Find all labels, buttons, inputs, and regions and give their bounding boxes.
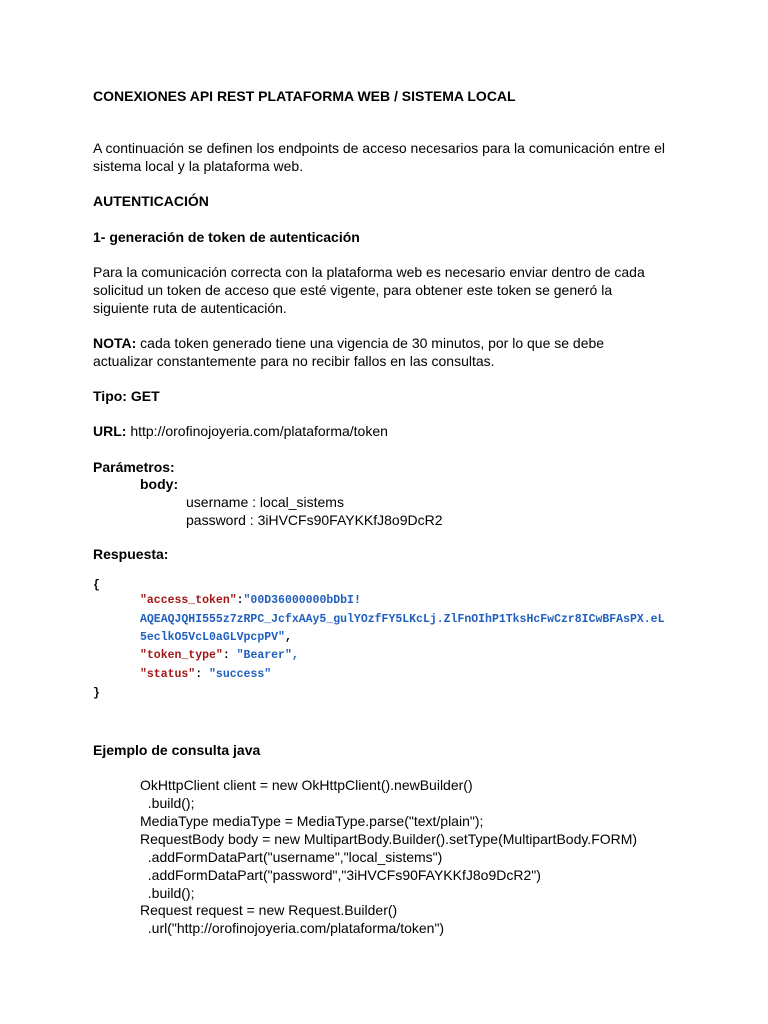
- json-open-brace: {: [93, 579, 100, 592]
- url-value: http://orofinojoyeria.com/plataforma/token: [126, 423, 388, 439]
- json-comma: ,: [284, 631, 292, 644]
- params-label: Parámetros:: [93, 459, 175, 475]
- document-title: CONEXIONES API REST PLATAFORMA WEB / SISTEMA LOCAL: [93, 88, 516, 104]
- username-line: username : local_sistems: [186, 494, 344, 510]
- json-access-line-1: [140, 592, 361, 610]
- json-access-value-part-3: 5eclkO5VcL0aGLVpcpPV": [140, 631, 285, 644]
- json-token-type-key: "token_type": [140, 649, 223, 662]
- nota-line-1: [93, 334, 604, 352]
- code-line: OkHttpClient client = new OkHttpClient().newBuilder(): [140, 777, 473, 793]
- json-token-type-line: [140, 647, 299, 665]
- json-access-key: "access_token": [140, 594, 237, 607]
- code-line: .url("http://orofinojoyeria.com/plataforma/token"): [140, 920, 445, 936]
- code-line: .build();: [140, 795, 195, 811]
- body-label: body:: [140, 476, 179, 492]
- json-status-value: "success": [209, 668, 272, 681]
- code-line: MediaType mediaType = MediaType.parse("text/plain");: [140, 813, 484, 829]
- json-token-type-value: "Bearer",: [236, 649, 299, 662]
- section-heading: AUTENTICACIÓN: [93, 193, 209, 209]
- json-colon: :: [236, 594, 244, 607]
- json-status-sep: :: [195, 668, 210, 681]
- subheading: 1- generación de token de autenticación: [93, 229, 360, 245]
- json-status-key: "status": [140, 668, 196, 681]
- json-access-line-2: [140, 611, 665, 629]
- nota-text: cada token generado tiene una vigencia de 30 minutos, por lo que se debe: [136, 335, 605, 351]
- json-status-line: [140, 666, 271, 684]
- code-line: .build();: [140, 885, 195, 901]
- code-line: .addFormDataPart("password","3iHVCFs90FAYKKfJ8o9DcR2"): [140, 867, 541, 883]
- respuesta-label: Respuesta:: [93, 546, 169, 562]
- para-line-2: solicitud un token de acceso que esté vigente, para obtener este token se generó la: [93, 282, 613, 298]
- nota-label: NOTA:: [93, 335, 137, 351]
- code-line: Request request = new Request.Builder(): [140, 902, 398, 918]
- json-access-value-part-2: AQEAQJQHI555z7zRPC_JcfxAAy5_gulYOzfFY5LKcLj.ZlFnOIhP1TksHcFwCzr8ICwBFAsPX.eL: [140, 613, 665, 626]
- nota-line-2: actualizar constantemente para no recibir fallos en las consultas.: [93, 353, 495, 369]
- example-heading: Ejemplo de consulta java: [93, 742, 261, 758]
- url-line: [93, 422, 388, 440]
- code-line: RequestBody body = new MultipartBody.Builder().setType(MultipartBody.FORM): [140, 831, 638, 847]
- json-close-brace: }: [93, 687, 100, 700]
- json-token-type-sep: :: [222, 649, 237, 662]
- intro-line-1: A continuación se definen los endpoints de acceso necesarios para la comunicación entre el: [93, 140, 666, 156]
- json-access-value-part-1: "00D36000000bDbI!: [243, 594, 361, 607]
- tipo-line: Tipo: GET: [93, 388, 160, 404]
- json-access-line-3: [140, 629, 292, 647]
- code-line: .addFormDataPart("username","local_sistems"): [140, 849, 443, 865]
- para-line-1: Para la comunicación correcta con la plataforma web es necesario enviar dentro de cada: [93, 264, 645, 280]
- intro-line-2: sistema local y la plataforma web.: [93, 158, 304, 174]
- password-line: password : 3iHVCFs90FAYKKfJ8o9DcR2: [186, 512, 443, 528]
- url-label: URL:: [93, 423, 127, 439]
- para-line-3: siguiente ruta de autenticación.: [93, 300, 287, 316]
